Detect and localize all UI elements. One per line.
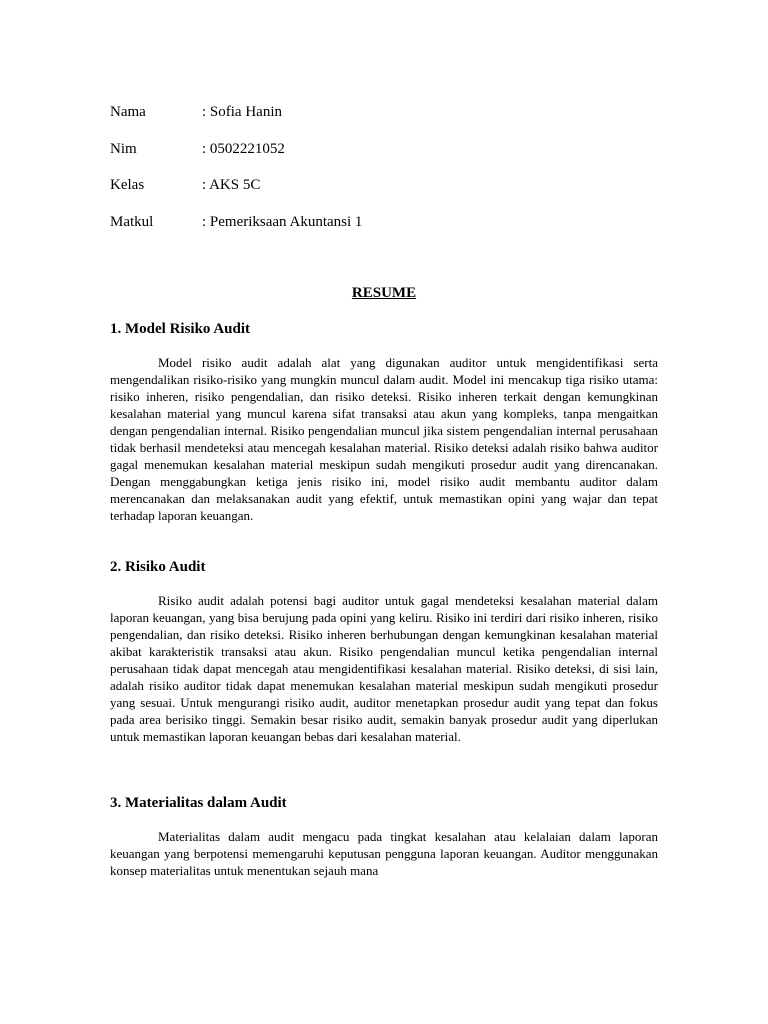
info-row-matkul [110,211,658,248]
info-label: Matkul [110,213,154,230]
section-paragraph: Risiko audit adalah potensi bagi auditor untuk gagal mendeteksi kesalahan material dalam laporan keuangan, yang bisa berujung pada opini yang keliru. Risiko ini terdiri dari risiko inheren, risiko pengendalian, dan risiko deteksi. Risiko inheren berhubungan dengan kemungkinan kesalahan material akibat karakteristik transaksi atau akun. Risiko pengendalian muncul ketika pengendalian internal perusahaan tidak dapat mencegah atau mengidentifikasi kesalahan material. Risiko deteksi, di sisi lain, adalah risiko auditor tidak dapat menemukan kesalahan material meskipun sudah mengikuti prosedur yang sesuai. Untuk mengurangi risiko audit, auditor menetapkan prosedur audit yang tepat dan fokus pada area berisiko tinggi. Semakin besar risiko audit, semakin banyak prosedur audit yang diperlukan untuk memastikan laporan keuangan bebas dari kesalahan material. [110,593,658,744]
section-paragraph: Materialitas dalam audit mengacu pada tingkat kesalahan atau kelalaian dalam laporan keuangan yang berpotensi memengaruhi keputusan pengguna laporan keuangan. Auditor menggunakan konsep materialitas untuk menentukan sejauh mana [110,829,658,878]
info-value: : AKS 5C [202,177,261,193]
info-label: Kelas [110,177,145,193]
info-row-kelas [110,174,658,211]
section-materialitas [110,792,658,879]
info-value: : 0502221052 [202,140,285,157]
section-heading: 3. Materialitas dalam Audit [110,795,287,811]
info-label: Nim [110,140,137,157]
info-label: Nama [110,104,146,120]
section-paragraph: Model risiko audit adalah alat yang digunakan auditor untuk mengidentifikasi serta mengendalikan risiko-risiko yang mungkin muncul dalam audit. Model ini mencakup tiga risiko utama: risiko inheren, risiko pengendalian, dan risiko deteksi. Risiko inheren terkait dengan kemungkinan kesalahan material yang muncul karena sifat transaksi atau akun yang kompleks, tanpa mengaitkan dengan pengendalian internal. Risiko pengendalian muncul jika sistem pengendalian internal perusahaan tidak berhasil mendeteksi atau mencegah kesalahan material. Risiko deteksi adalah risiko bahwa auditor gagal menemukan kesalahan material meskipun sudah mengikuti prosedur audit yang direncanakan. Dengan menggabungkan ketiga jenis risiko ini, model risiko audit membantu auditor dalam merencanakan dan melaksanakan audit yang efektif, untuk memastikan opini yang wajar dan tepat terhadap laporan keuangan. [110,355,658,523]
info-value: : Pemeriksaan Akuntansi 1 [202,213,363,230]
section-model-risiko-audit [110,318,658,524]
student-info [110,101,658,247]
section-heading: 1. Model Risiko Audit [110,321,251,337]
info-row-nim [110,138,658,175]
section-risiko-audit [110,556,658,745]
info-row-nama [110,101,658,138]
section-heading: 2. Risiko Audit [110,559,206,575]
document-title: RESUME [351,285,417,301]
info-value: : Sofia Hanin [202,104,282,120]
